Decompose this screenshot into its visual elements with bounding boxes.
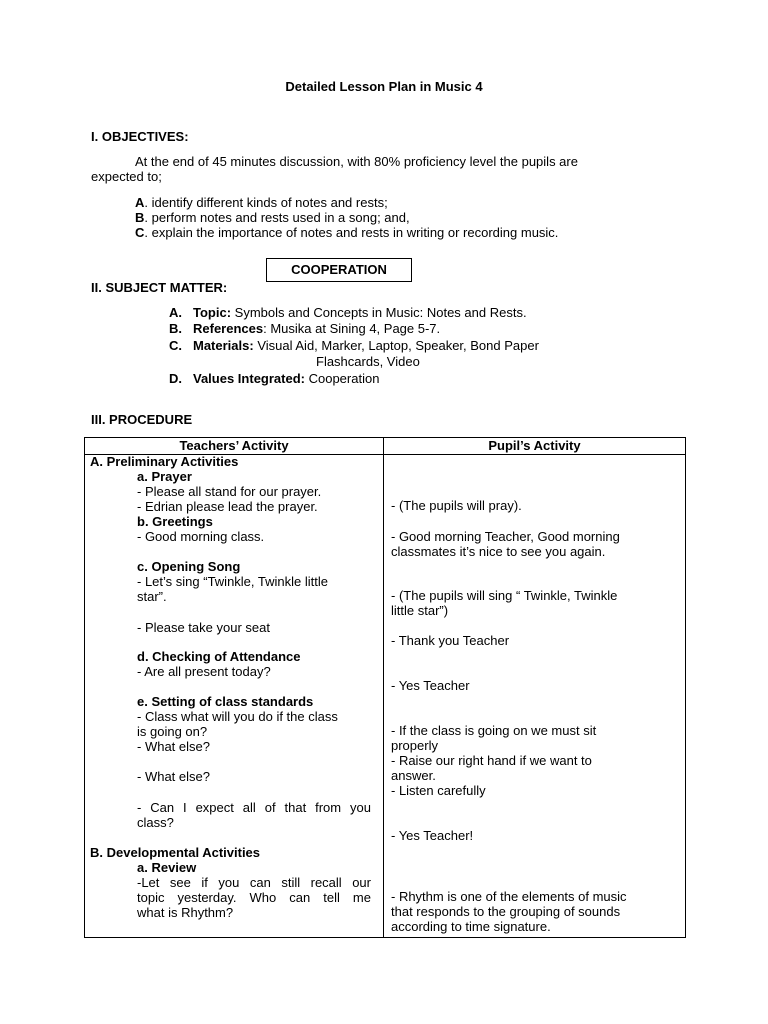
pupil-line: - Thank you Teacher (391, 633, 510, 648)
pupil-line: answer. (391, 768, 436, 783)
teacher-line: - Are all present today? (137, 664, 271, 679)
procedure-table (84, 437, 686, 938)
pupil-line: - Raise our right hand if we want to (391, 753, 592, 768)
pupil-line: - Good morning Teacher, Good morning (391, 529, 620, 544)
item-marker: B. (169, 321, 182, 336)
pupil-line: - Yes Teacher! (391, 828, 474, 843)
subject-item-materials (169, 338, 539, 353)
teacher-line: - What else? (137, 739, 210, 754)
value-box: COOPERATION (266, 258, 412, 282)
item-text: Symbols and Concepts in Music: Notes and Rests. (231, 305, 527, 320)
item-text: Cooperation (304, 371, 380, 386)
objective-text: . explain the importance of notes and rests in writing or recording music. (144, 225, 559, 240)
item-label: Values Integrated: (193, 371, 305, 386)
objectives-intro-line1: At the end of 45 minutes discussion, with 80% proficiency level the pupils are (135, 154, 578, 169)
teacher-line: - Good morning class. (137, 529, 265, 544)
subject-item-references (169, 321, 440, 336)
objective-text: . identify different kinds of notes and rests; (144, 195, 388, 210)
pupil-line: properly (391, 738, 438, 753)
subject-materials-continued: Flashcards, Video (316, 354, 420, 369)
attendance-heading: d. Checking of Attendance (137, 649, 301, 664)
teacher-line: - Class what will you do if the class (137, 709, 338, 724)
class-standards-heading: e. Setting of class standards (137, 694, 314, 709)
objective-item-c (135, 225, 558, 240)
teacher-line: - Can I expect all of that from you (137, 800, 371, 815)
pupil-line: little star”) (391, 603, 449, 618)
teacher-line: - What else? (137, 769, 210, 784)
opening-song-heading: c. Opening Song (137, 559, 241, 574)
objective-text: . perform notes and rests used in a song; and, (144, 210, 410, 225)
pupil-line: - Yes Teacher (391, 678, 470, 693)
objectives-heading: I. OBJECTIVES: (91, 129, 189, 144)
column-divider (383, 438, 384, 937)
pupil-line: - If the class is going on we must sit (391, 723, 597, 738)
teacher-line: - Please take your seat (137, 620, 270, 635)
pupil-line: classmates it’s nice to see you again. (391, 544, 606, 559)
item-label: Materials: (193, 338, 254, 353)
subject-matter-heading: II. SUBJECT MATTER: (91, 280, 228, 295)
subject-item-topic (169, 305, 527, 320)
teacher-line: - Let’s sing “Twinkle, Twinkle little (137, 574, 328, 589)
item-label: Topic: (193, 305, 232, 320)
pupil-line: according to time signature. (391, 919, 551, 934)
teacher-line: class? (137, 815, 174, 830)
teacher-line: - Edrian please lead the prayer. (137, 499, 318, 514)
developmental-activities-heading: B. Developmental Activities (90, 845, 261, 860)
pupil-line: that responds to the grouping of sounds (391, 904, 621, 919)
pupil-line: - Rhythm is one of the elements of music (391, 889, 627, 904)
objectives-intro-line2: expected to; (91, 169, 162, 184)
teacher-line: - Please all stand for our prayer. (137, 484, 322, 499)
objective-letter: C (135, 225, 145, 240)
review-heading: a. Review (137, 860, 197, 875)
teacher-line: -Let see if you can still recall our (137, 875, 371, 890)
objective-item-a (135, 195, 388, 210)
pupil-line: - (The pupils will sing “ Twinkle, Twinkle (391, 588, 618, 603)
page-title: Detailed Lesson Plan in Music 4 (285, 79, 483, 94)
objective-letter: A (135, 195, 145, 210)
item-marker: D. (169, 371, 182, 386)
procedure-heading: III. PROCEDURE (91, 412, 193, 427)
item-text: Visual Aid, Marker, Laptop, Speaker, Bond Paper (253, 338, 539, 353)
objective-item-b (135, 210, 410, 225)
teacher-line: topic yesterday. Who can tell me (137, 890, 371, 905)
teacher-line: star”. (137, 589, 167, 604)
pupil-line: - (The pupils will pray). (391, 498, 522, 513)
objective-letter: B (135, 210, 145, 225)
subject-item-values (169, 371, 379, 386)
item-label: References (193, 321, 264, 336)
item-marker: C. (169, 338, 182, 353)
pupil-line: - Listen carefully (391, 783, 486, 798)
greetings-heading: b. Greetings (137, 514, 213, 529)
pupil-column-header: Pupil’s Activity (488, 438, 581, 453)
item-text: : Musika at Sining 4, Page 5-7. (263, 321, 441, 336)
teacher-column-header: Teachers’ Activity (179, 438, 289, 453)
teacher-line: is going on? (137, 724, 208, 739)
preliminary-activities-heading: A. Preliminary Activities (90, 454, 239, 469)
teacher-line: what is Rhythm? (137, 905, 234, 920)
prayer-heading: a. Prayer (137, 469, 192, 484)
item-marker: A. (169, 305, 182, 320)
